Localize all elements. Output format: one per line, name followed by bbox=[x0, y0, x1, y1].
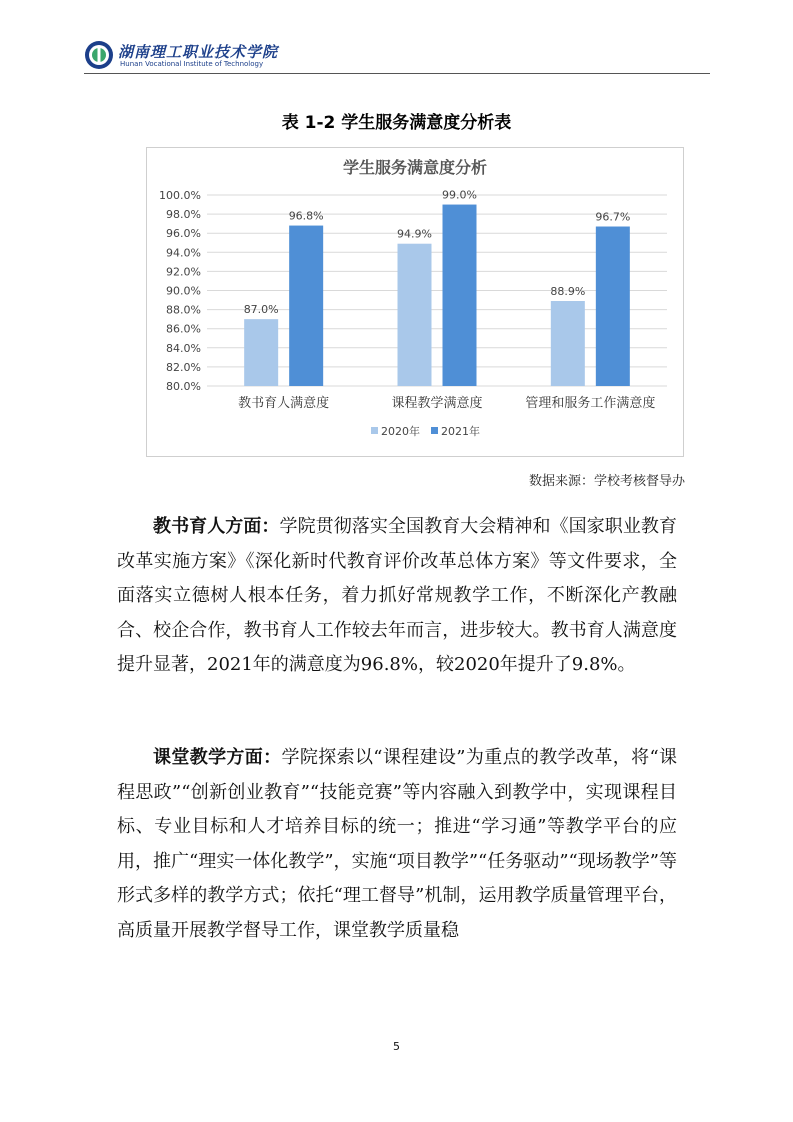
y-tick-label: 94.0% bbox=[166, 246, 201, 260]
y-tick-label: 86.0% bbox=[166, 322, 201, 336]
paragraph-teaching bbox=[117, 510, 677, 683]
bar bbox=[551, 301, 585, 386]
x-tick-label: 教书育人满意度 bbox=[238, 396, 330, 411]
source-note: 数据来源：学校考核督导办 bbox=[528, 474, 685, 489]
paragraph-body: 学院贯彻落实全国教育大会精神和《国家职业教育改革实施方案》《深化新时代教育评价改革总体方案》等文件要求，全面落实立德树人根本任务，着力抓好常规教学工作，不断深化产教融合、校企合作，教书育人工作较去年而言，进步较大。教书育人满意度提升显著，2021年的满意度为96.8%，较2020年提升了9.8%。 bbox=[117, 516, 677, 675]
paragraph-lead: 课堂教学方面： bbox=[153, 747, 282, 768]
y-tick-label: 100.0% bbox=[159, 189, 201, 202]
satisfaction-chart bbox=[146, 147, 684, 457]
paragraph-lead: 教书育人方面： bbox=[153, 516, 280, 537]
legend-swatch bbox=[431, 427, 438, 434]
x-tick-label: 管理和服务工作满意度 bbox=[525, 396, 656, 411]
y-tick-label: 80.0% bbox=[166, 380, 201, 393]
bar bbox=[398, 244, 432, 386]
y-tick-label: 88.0% bbox=[166, 303, 201, 317]
data-label: 87.0% bbox=[243, 303, 279, 317]
data-label: 96.7% bbox=[595, 210, 631, 224]
chart-title: 学生服务满意度分析 bbox=[342, 158, 488, 177]
data-label: 96.8% bbox=[288, 209, 324, 223]
legend-swatch bbox=[371, 427, 378, 434]
bar bbox=[596, 227, 630, 386]
page-header bbox=[84, 38, 710, 78]
y-tick-label: 96.0% bbox=[166, 227, 201, 241]
college-name-en: Hunan Vocational Institute of Technology bbox=[120, 60, 264, 68]
y-tick-label: 84.0% bbox=[166, 341, 201, 355]
college-name-cn: 湖南理工职业技术学院 bbox=[118, 43, 279, 61]
y-tick-label: 98.0% bbox=[166, 208, 201, 222]
y-tick-label: 92.0% bbox=[166, 265, 201, 279]
bar bbox=[443, 205, 477, 386]
chart-canvas bbox=[147, 148, 683, 456]
bar bbox=[289, 226, 323, 386]
x-tick-label: 课程教学满意度 bbox=[391, 396, 483, 411]
data-label: 88.9% bbox=[550, 285, 586, 299]
bar bbox=[244, 319, 278, 386]
legend-label: 2020年 bbox=[381, 425, 420, 438]
table-caption: 表 1-2 学生服务满意度分析表 bbox=[281, 113, 512, 133]
data-label: 94.9% bbox=[397, 227, 432, 241]
data-label: 99.0% bbox=[442, 188, 477, 202]
y-tick-label: 90.0% bbox=[166, 284, 201, 298]
paragraph-body: 学院探索以“课程建设”为重点的教学改革，将“课程思政”“创新创业教育”“技能竞赛”等内容融入到教学中，实现课程目标、专业目标和人才培养目标的统一；推进“学习通”等教学平台的应用，推广“理实一体化教学”，实施“项目教学”“任务驱动”“现场教学”等形式多样的教学方式；依托“理工督导”机制，运用教学质量管理平台，高质量开展教学督导工作，课堂教学质量稳 bbox=[117, 747, 678, 941]
college-logo-icon bbox=[84, 40, 114, 70]
header-divider bbox=[84, 73, 710, 74]
paragraph-classroom bbox=[117, 741, 677, 948]
y-tick-label: 82.0% bbox=[166, 360, 201, 374]
page-number: 5 bbox=[393, 1040, 400, 1053]
legend-label: 2021年 bbox=[441, 425, 480, 438]
